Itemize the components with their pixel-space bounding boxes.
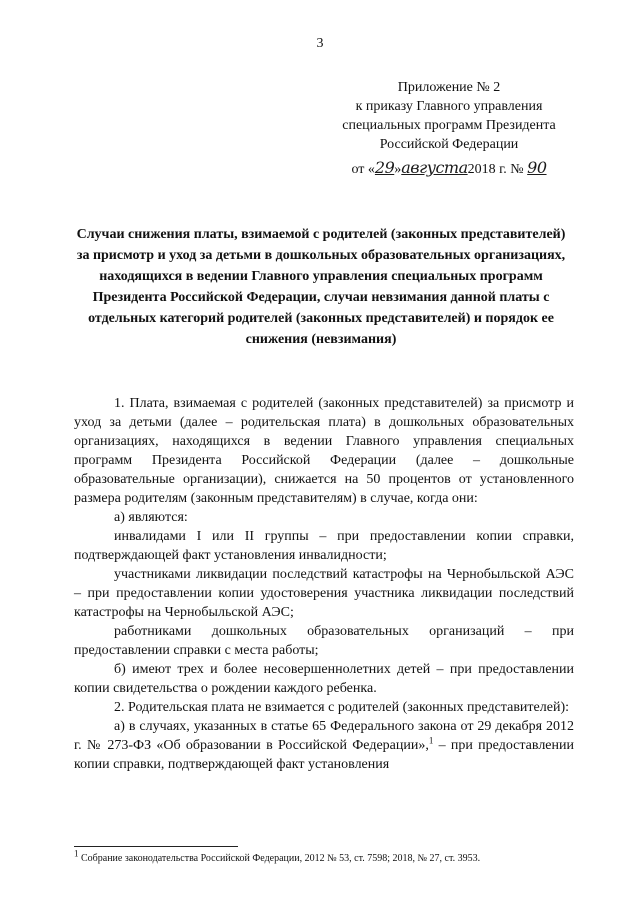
paragraph-2a-cont: – при предоставлении копии справки, подтверждающей факт установления xyxy=(74,738,574,772)
handwritten-month: августа xyxy=(401,158,468,177)
paragraph-chernobyl: участниками ликвидации последствий катастрофы на Чернобыльской АЭС – при предоставлении копии удостоверения участника ликвидации последствий катастрофы на Чернобыльской АЭС; xyxy=(74,567,574,620)
paragraph-1b: б) имеют трех и более несовершеннолетних детей – при предоставлении копии свидетельства о рождении каждого ребенка. xyxy=(74,662,574,696)
paragraph-disabled: инвалидами I или II группы – при предоставлении копии справки, подтверждающей факт установления инвалидности; xyxy=(74,529,574,563)
date-year: 2018 г. № xyxy=(467,162,528,177)
footnote-mark: 1 xyxy=(74,848,79,859)
footnote-ref: 1 xyxy=(428,735,434,746)
appendix-line-1: Приложение № 2 xyxy=(397,80,501,95)
document-body xyxy=(74,394,574,774)
paragraph-2: 2. Родительская плата не взимается с родителей (законных представителей): xyxy=(114,700,569,715)
footnote-text: Собрание законодательства Российской Федерации, 2012 № 53, ст. 7598; 2018, № 27, ст. 3953. xyxy=(78,853,481,864)
appendix-line-2: к приказу Главного управления xyxy=(355,99,543,114)
paragraph-employees: работниками дошкольных образовательных организаций – при предоставлении справки с места работы; xyxy=(74,624,574,658)
order-date-line xyxy=(318,157,580,179)
appendix-line-3: специальных программ Президента xyxy=(342,118,556,133)
footnote xyxy=(74,848,574,865)
handwritten-order-number: 90 xyxy=(527,158,547,177)
document-title: Случаи снижения платы, взимаемой с родителей (законных представителей) за присмотр и уход за детьми в дошкольных образовательных организациях, находящихся в ведении Главного управления специальных программ Президента Российской Федерации, случаи невзимания данной платы с отдельных категорий родителей (законных представителей) и порядок ее снижения (невзимания) xyxy=(76,227,566,347)
appendix-header xyxy=(318,78,580,179)
page-number: 3 xyxy=(316,36,324,51)
paragraph-1a: а) являются: xyxy=(114,510,188,525)
date-mid: » xyxy=(394,162,402,177)
appendix-line-4: Российской Федерации xyxy=(379,137,519,152)
paragraph-2a-text: а) в случаях, указанных в статье 65 Федерального закона от 29 декабря 2012 г. № 273-ФЗ «Об образовании в Российской Федерации», xyxy=(74,719,574,753)
paragraph-1: 1. Плата, взимаемая с родителей (законных представителей) за присмотр и уход за детьми (далее – родительская плата) в дошкольных образовательных организациях, находящихся в ведении Главного управления специальных программ Президента Российской Федерации (далее – дошкольные образовательные организации), снижается на 50 процентов от установленного размера родителям (законным представителям) в случае, когда они: xyxy=(74,396,574,506)
date-prefix: от « xyxy=(351,162,375,177)
handwritten-day: 29 xyxy=(374,158,395,177)
footnote-divider xyxy=(74,846,238,847)
paragraph-2a xyxy=(74,717,574,774)
